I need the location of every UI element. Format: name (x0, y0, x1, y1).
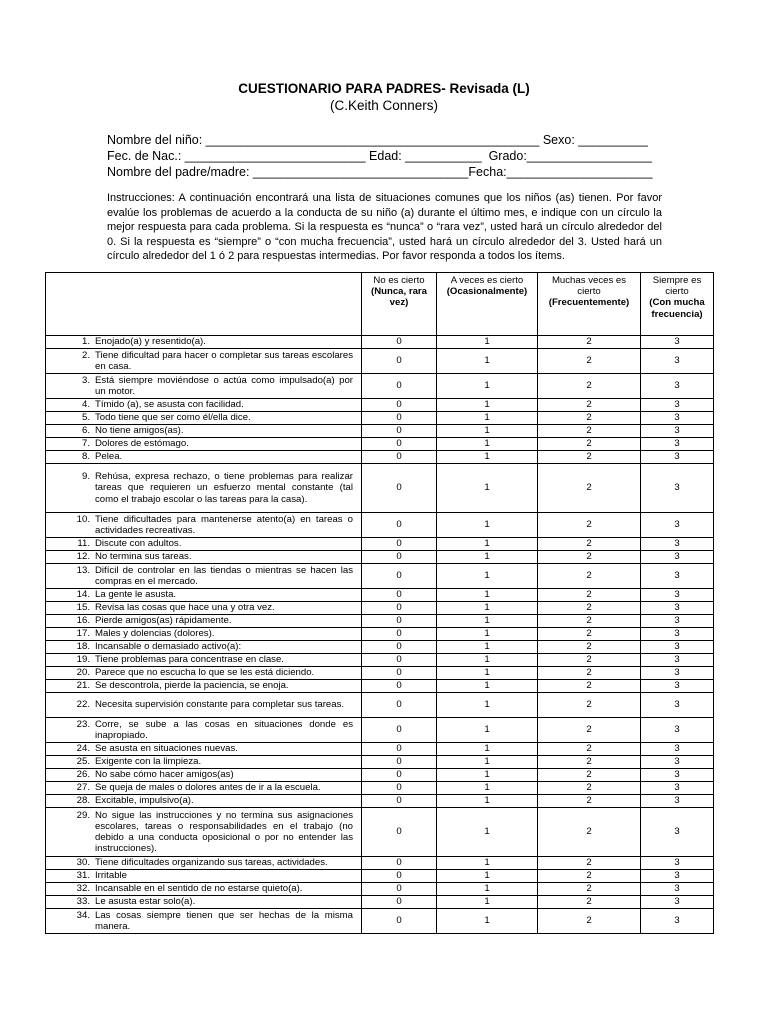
score-often[interactable]: 2 (538, 349, 641, 374)
score-often[interactable]: 2 (538, 538, 641, 551)
item-number: 33. (76, 896, 90, 908)
item-text: No sigue las instrucciones y no termina sus asignaciones escolares, tareas o responsabilidades en el trabajo (no debido a una conducta oposicional o por no entender las instrucciones). (95, 809, 353, 855)
table-row (46, 412, 714, 425)
score-never[interactable]: 0 (362, 743, 437, 756)
item-number: 7. (81, 438, 90, 450)
score-never[interactable]: 0 (362, 564, 437, 589)
item-cell (46, 551, 362, 564)
score-always[interactable]: 3 (641, 615, 714, 628)
score-sometimes[interactable]: 1 (437, 438, 538, 451)
item-text: Tiene dificultad para hacer o completar sus tareas escolares en casa. (95, 349, 353, 372)
header-sometimes (437, 273, 538, 336)
score-sometimes[interactable]: 1 (437, 589, 538, 602)
table-row (46, 641, 714, 654)
item-number: 20. (76, 667, 90, 679)
table-row (46, 680, 714, 693)
score-often[interactable]: 2 (538, 451, 641, 464)
item-text: Tímido (a), se asusta con facilidad. (95, 399, 244, 411)
score-sometimes[interactable]: 1 (437, 399, 538, 412)
score-never[interactable]: 0 (362, 654, 437, 667)
table-row (46, 756, 714, 769)
score-never[interactable]: 0 (362, 756, 437, 769)
item-number: 18. (76, 641, 90, 653)
item-cell (46, 883, 362, 896)
score-always[interactable]: 3 (641, 870, 714, 883)
item-number: 2. (81, 349, 90, 361)
table-row (46, 425, 714, 438)
score-always[interactable]: 3 (641, 589, 714, 602)
item-number: 16. (76, 615, 90, 627)
item-cell (46, 654, 362, 667)
header-always-line2: (Con mucha frecuencia) (649, 297, 705, 320)
item-number: 19. (76, 654, 90, 666)
score-sometimes[interactable]: 1 (437, 412, 538, 425)
table-row (46, 743, 714, 756)
score-never[interactable]: 0 (362, 615, 437, 628)
score-sometimes[interactable]: 1 (437, 782, 538, 795)
score-never[interactable]: 0 (362, 769, 437, 782)
table-row (46, 551, 714, 564)
item-number: 10. (76, 513, 90, 525)
item-cell (46, 589, 362, 602)
item-text: Dolores de estómago. (95, 438, 189, 450)
item-number: 9. (81, 471, 90, 483)
item-text: Las cosas siempre tienen que ser hechas de la misma manera. (95, 909, 353, 932)
item-text: Le asusta estar solo(a). (95, 896, 196, 908)
table-row (46, 615, 714, 628)
item-cell (46, 909, 362, 934)
item-text: Necesita supervisión constante para completar sus tareas. (95, 699, 345, 711)
item-cell (46, 693, 362, 718)
score-sometimes[interactable]: 1 (437, 857, 538, 870)
score-never[interactable]: 0 (362, 857, 437, 870)
score-always[interactable]: 3 (641, 349, 714, 374)
score-always[interactable]: 3 (641, 438, 714, 451)
item-number: 4. (81, 399, 90, 411)
score-sometimes[interactable]: 1 (437, 551, 538, 564)
score-never[interactable]: 0 (362, 374, 437, 399)
score-often[interactable]: 2 (538, 857, 641, 870)
score-never[interactable]: 0 (362, 870, 437, 883)
item-text: Enojado(a) y resentido(a). (95, 336, 206, 348)
score-never[interactable]: 0 (362, 795, 437, 808)
table-row (46, 602, 714, 615)
birthdate-age-grade-field[interactable]: Fec. de Nac.: __________________________ Edad: ___________ Grado:__________________ (107, 149, 652, 163)
score-sometimes[interactable]: 1 (437, 909, 538, 934)
page-subtitle: (C.Keith Conners) (329, 98, 439, 113)
score-never[interactable]: 0 (362, 425, 437, 438)
score-sometimes[interactable]: 1 (437, 654, 538, 667)
item-text: La gente le asusta. (95, 589, 177, 601)
item-number: 6. (81, 425, 90, 437)
item-cell (46, 667, 362, 680)
score-often[interactable]: 2 (538, 769, 641, 782)
score-never[interactable]: 0 (362, 589, 437, 602)
score-never[interactable]: 0 (362, 513, 437, 538)
item-text: No termina sus tareas. (95, 551, 192, 563)
score-often[interactable]: 2 (538, 909, 641, 934)
score-sometimes[interactable]: 1 (437, 602, 538, 615)
score-always[interactable]: 3 (641, 883, 714, 896)
score-often[interactable]: 2 (538, 564, 641, 589)
item-number: 1. (81, 336, 90, 348)
item-number: 12. (76, 551, 90, 563)
score-sometimes[interactable]: 1 (437, 870, 538, 883)
table-row (46, 374, 714, 399)
score-sometimes[interactable]: 1 (437, 667, 538, 680)
item-text: Se descontrola, pierde la paciencia, se enoja. (95, 680, 289, 692)
score-always[interactable]: 3 (641, 641, 714, 654)
score-sometimes[interactable]: 1 (437, 795, 538, 808)
header-never-line2: (Nunca, rara vez) (371, 286, 427, 309)
item-number: 13. (76, 564, 90, 576)
item-cell (46, 628, 362, 641)
score-often[interactable]: 2 (538, 602, 641, 615)
score-often[interactable]: 2 (538, 654, 641, 667)
score-always[interactable]: 3 (641, 464, 714, 513)
table-row (46, 896, 714, 909)
item-cell (46, 808, 362, 857)
score-sometimes[interactable]: 1 (437, 883, 538, 896)
item-number: 3. (81, 374, 90, 386)
item-cell (46, 756, 362, 769)
score-never[interactable]: 0 (362, 349, 437, 374)
item-cell (46, 538, 362, 551)
table-row (46, 589, 714, 602)
item-text: Irritable (95, 870, 127, 882)
header-often-line1: Muchas veces es cierto (551, 275, 627, 298)
score-sometimes[interactable]: 1 (437, 336, 538, 349)
item-cell (46, 782, 362, 795)
item-cell (46, 769, 362, 782)
instructions-text: Instrucciones: A continuación encontrará una lista de situaciones comunes que los niños (as) tienen. Por favor evalúe los problemas de acuerdo a la conducta de su niño (a) durante el último mes, e indique con un círculo la mejor respuesta para cada problema. Si la respuesta es “nunca” o “rara vez”, usted hará un círculo alrededor del 0. Si la respuesta es “siempre” o “con mucha frecuencia”, usted hará un círculo alrededor del 3. Usted hará un círculo alrededor del 1 ó 2 para respuestas intermedias. Por favor responda a todos los ítems. (107, 192, 662, 262)
item-text: Rehúsa, expresa rechazo, o tiene problemas para realizar tareas que requieren un esfuerzo mental constante (tal como el trabajo escolar o las tareas para la casa). (95, 471, 353, 505)
score-sometimes[interactable]: 1 (437, 896, 538, 909)
score-sometimes[interactable]: 1 (437, 693, 538, 718)
score-sometimes[interactable]: 1 (437, 769, 538, 782)
score-never[interactable]: 0 (362, 628, 437, 641)
item-text: Se asusta en situaciones nuevas. (95, 743, 238, 755)
item-cell (46, 438, 362, 451)
item-text: Pelea. (95, 451, 123, 463)
table-row (46, 564, 714, 589)
table-row (46, 795, 714, 808)
item-cell (46, 896, 362, 909)
score-never[interactable]: 0 (362, 438, 437, 451)
score-never[interactable]: 0 (362, 602, 437, 615)
item-number: 32. (76, 883, 90, 895)
score-always[interactable]: 3 (641, 654, 714, 667)
item-cell (46, 680, 362, 693)
table-header-row (46, 273, 714, 336)
score-often[interactable]: 2 (538, 795, 641, 808)
table-row (46, 667, 714, 680)
score-often[interactable]: 2 (538, 615, 641, 628)
score-always[interactable]: 3 (641, 602, 714, 615)
score-always[interactable]: 3 (641, 693, 714, 718)
score-often[interactable]: 2 (538, 782, 641, 795)
item-text: Exigente con la limpieza. (95, 756, 202, 768)
table-row (46, 769, 714, 782)
score-sometimes[interactable]: 1 (437, 718, 538, 743)
table-row (46, 808, 714, 857)
score-sometimes[interactable]: 1 (437, 628, 538, 641)
item-number: 25. (76, 756, 90, 768)
item-cell (46, 399, 362, 412)
score-often[interactable]: 2 (538, 336, 641, 349)
score-never[interactable]: 0 (362, 538, 437, 551)
item-cell (46, 425, 362, 438)
score-often[interactable]: 2 (538, 412, 641, 425)
score-often[interactable]: 2 (538, 718, 641, 743)
item-text: Parece que no escucha lo que se les está diciendo. (95, 667, 315, 679)
item-cell (46, 464, 362, 513)
item-cell (46, 743, 362, 756)
score-often[interactable]: 2 (538, 589, 641, 602)
item-number: 5. (81, 412, 90, 424)
item-text: Tiene problemas para concentrase en clase. (95, 654, 284, 666)
item-number: 24. (76, 743, 90, 755)
score-never[interactable]: 0 (362, 641, 437, 654)
item-text: Tiene dificultades organizando sus tareas, actividades. (95, 857, 328, 869)
score-always[interactable]: 3 (641, 718, 714, 743)
score-often[interactable]: 2 (538, 756, 641, 769)
table-row (46, 464, 714, 513)
item-number: 27. (76, 782, 90, 794)
score-never[interactable]: 0 (362, 680, 437, 693)
item-number: 14. (76, 589, 90, 601)
table-row (46, 451, 714, 464)
item-number: 15. (76, 602, 90, 614)
item-text: Excitable, impulsivo(a). (95, 795, 194, 807)
item-number: 11. (77, 538, 90, 550)
score-never[interactable]: 0 (362, 412, 437, 425)
score-often[interactable]: 2 (538, 438, 641, 451)
header-always (641, 273, 714, 336)
item-cell (46, 564, 362, 589)
score-sometimes[interactable]: 1 (437, 641, 538, 654)
item-cell (46, 349, 362, 374)
item-text: Está siempre moviéndose o actúa como impulsado(a) por un motor. (95, 374, 353, 397)
table-row (46, 438, 714, 451)
score-sometimes[interactable]: 1 (437, 374, 538, 399)
item-cell (46, 513, 362, 538)
score-always[interactable]: 3 (641, 513, 714, 538)
table-row (46, 336, 714, 349)
score-always[interactable]: 3 (641, 756, 714, 769)
score-often[interactable]: 2 (538, 425, 641, 438)
item-number: 30. (76, 857, 90, 869)
score-always[interactable]: 3 (641, 909, 714, 934)
score-often[interactable]: 2 (538, 513, 641, 538)
table-row (46, 693, 714, 718)
item-number: 21. (76, 680, 90, 692)
score-always[interactable]: 3 (641, 896, 714, 909)
item-cell (46, 412, 362, 425)
score-never[interactable]: 0 (362, 464, 437, 513)
item-number: 17. (76, 628, 90, 640)
score-never[interactable]: 0 (362, 718, 437, 743)
score-always[interactable]: 3 (641, 551, 714, 564)
score-never[interactable]: 0 (362, 693, 437, 718)
score-sometimes[interactable]: 1 (437, 756, 538, 769)
questionnaire-table (45, 272, 714, 934)
score-sometimes[interactable]: 1 (437, 564, 538, 589)
item-text: Difícil de controlar en las tiendas o mientras se hacen las compras en el mercado. (95, 564, 353, 587)
table-row (46, 628, 714, 641)
item-cell (46, 870, 362, 883)
header-sometimes-line2: (Ocasionalmente) (446, 286, 528, 298)
score-always[interactable]: 3 (641, 412, 714, 425)
item-number: 8. (81, 451, 90, 463)
score-always[interactable]: 3 (641, 680, 714, 693)
score-never[interactable]: 0 (362, 336, 437, 349)
item-cell (46, 602, 362, 615)
item-cell (46, 641, 362, 654)
table-row (46, 909, 714, 934)
score-always[interactable]: 3 (641, 399, 714, 412)
score-always[interactable]: 3 (641, 425, 714, 438)
score-always[interactable]: 3 (641, 782, 714, 795)
header-often (538, 273, 641, 336)
table-row (46, 883, 714, 896)
item-text: Todo tiene que ser como él/ella dice. (95, 412, 251, 424)
score-often[interactable]: 2 (538, 464, 641, 513)
table-row (46, 349, 714, 374)
score-sometimes[interactable]: 1 (437, 451, 538, 464)
score-often[interactable]: 2 (538, 693, 641, 718)
table-row (46, 654, 714, 667)
score-often[interactable]: 2 (538, 808, 641, 857)
item-cell (46, 718, 362, 743)
score-often[interactable]: 2 (538, 680, 641, 693)
score-always[interactable]: 3 (641, 451, 714, 464)
score-often[interactable]: 2 (538, 870, 641, 883)
score-often[interactable]: 2 (538, 641, 641, 654)
item-text: Discute con adultos. (95, 538, 182, 550)
item-cell (46, 336, 362, 349)
item-cell (46, 451, 362, 464)
item-number: 29. (76, 809, 90, 821)
table-row (46, 782, 714, 795)
score-sometimes[interactable]: 1 (437, 425, 538, 438)
item-number: 26. (76, 769, 90, 781)
item-text: Incansable o demasiado activo(a): (95, 641, 242, 653)
item-text: Revisa las cosas que hace una y otra vez. (95, 602, 275, 614)
score-sometimes[interactable]: 1 (437, 615, 538, 628)
table-row (46, 538, 714, 551)
item-number: 23. (76, 718, 90, 730)
score-always[interactable]: 3 (641, 808, 714, 857)
score-always[interactable]: 3 (641, 795, 714, 808)
item-text: Incansable en el sentido de no estarse quieto(a). (95, 883, 303, 895)
parent-name-date-field[interactable]: Nombre del padre/madre: _______________________________Fecha:_____________________ (107, 165, 653, 179)
score-never[interactable]: 0 (362, 896, 437, 909)
score-often[interactable]: 2 (538, 551, 641, 564)
header-item-column (46, 273, 362, 336)
table-row (46, 399, 714, 412)
table-row (46, 857, 714, 870)
table-row (46, 718, 714, 743)
score-sometimes[interactable]: 1 (437, 464, 538, 513)
header-often-line2: (Frecuentemente) (548, 297, 630, 309)
item-text: Pierde amigos(as) rápidamente. (95, 615, 232, 627)
score-often[interactable]: 2 (538, 374, 641, 399)
item-text: Tiene dificultades para mantenerse atento(a) en tareas o actividades recreativas. (95, 513, 353, 536)
score-always[interactable]: 3 (641, 743, 714, 756)
score-sometimes[interactable]: 1 (437, 680, 538, 693)
item-text: Males y dolencias (dolores). (95, 628, 215, 640)
score-always[interactable]: 3 (641, 564, 714, 589)
header-sometimes-line1: A veces es cierto (450, 275, 524, 286)
score-often[interactable]: 2 (538, 883, 641, 896)
score-always[interactable]: 3 (641, 628, 714, 641)
item-number: 34. (76, 909, 90, 921)
score-never[interactable]: 0 (362, 399, 437, 412)
header-always-line1: Siempre es cierto (652, 275, 702, 298)
score-sometimes[interactable]: 1 (437, 513, 538, 538)
score-always[interactable]: 3 (641, 769, 714, 782)
table-row (46, 513, 714, 538)
item-cell (46, 795, 362, 808)
item-text: No tiene amigos(as). (95, 425, 184, 437)
item-number: 22. (76, 699, 90, 711)
item-text: No sabe cómo hacer amigos(as) (95, 769, 234, 781)
score-always[interactable]: 3 (641, 857, 714, 870)
item-text: Se queja de males o dolores antes de ir a la escuela. (95, 782, 321, 794)
item-number: 31. (76, 870, 90, 882)
questionnaire-body (46, 336, 714, 934)
child-name-sex-field[interactable]: Nombre del niño: ________________________________________________ Sexo: __________ (107, 133, 648, 147)
score-sometimes[interactable]: 1 (437, 538, 538, 551)
score-always[interactable]: 3 (641, 336, 714, 349)
header-never-line1: No es cierto (373, 275, 425, 286)
score-never[interactable]: 0 (362, 909, 437, 934)
score-sometimes[interactable]: 1 (437, 349, 538, 374)
score-never[interactable]: 0 (362, 808, 437, 857)
score-often[interactable]: 2 (538, 743, 641, 756)
score-never[interactable]: 0 (362, 883, 437, 896)
item-text: Corre, se sube a las cosas en situaciones donde es inapropiado. (95, 718, 353, 741)
score-often[interactable]: 2 (538, 399, 641, 412)
item-cell (46, 374, 362, 399)
score-never[interactable]: 0 (362, 782, 437, 795)
score-sometimes[interactable]: 1 (437, 808, 538, 857)
score-never[interactable]: 0 (362, 667, 437, 680)
score-often[interactable]: 2 (538, 896, 641, 909)
table-row (46, 870, 714, 883)
item-cell (46, 857, 362, 870)
page-title: CUESTIONARIO PARA PADRES- Revisada (L) (238, 81, 530, 96)
score-always[interactable]: 3 (641, 374, 714, 399)
score-often[interactable]: 2 (538, 628, 641, 641)
score-often[interactable]: 2 (538, 667, 641, 680)
item-number: 28. (76, 795, 90, 807)
score-sometimes[interactable]: 1 (437, 743, 538, 756)
score-always[interactable]: 3 (641, 667, 714, 680)
score-never[interactable]: 0 (362, 451, 437, 464)
score-always[interactable]: 3 (641, 538, 714, 551)
score-never[interactable]: 0 (362, 551, 437, 564)
header-never (362, 273, 437, 336)
item-cell (46, 615, 362, 628)
